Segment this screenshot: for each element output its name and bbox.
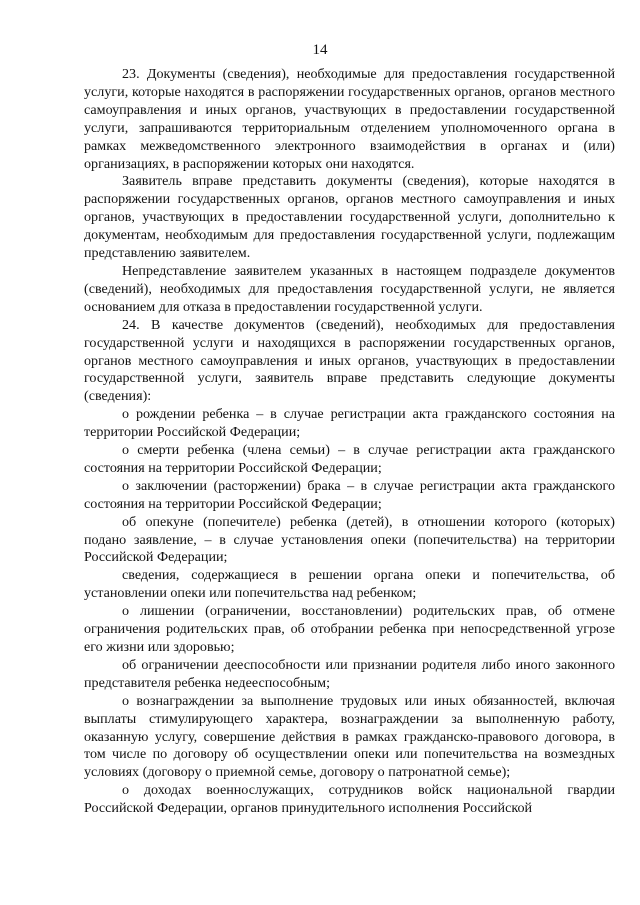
paragraph-24-documents: 24. В качестве документов (сведений), необходимых для предоставления государственной услуги и находящихся в распоряжении государственных органов, органов местного самоуправления и иных органов, участвующих в предоставлении государственной услуги, заявитель вправе представить следующие документы (сведения): (84, 316, 615, 405)
paragraph-23-documents: 23. Документы (сведения), необходимые для предоставления государственной услуги, которые находятся в распоряжении государственных органов, органов местного самоуправления и иных органов, участвующих в предоставлении государственной услуги, запрашиваются территориальным отделением уполномоченного органа в рамках межведомственного электронного взаимодействия в органах и (или) организациях, в распоряжении которых они находятся. (84, 66, 615, 172)
list-item-military-income: о доходах военнослужащих, сотрудников войск национальной гвардии Российской Федерации, органов принудительного исполнения Российской (84, 782, 615, 817)
list-item-guardianship-decision: сведения, содержащиеся в решении органа опеки и попечительства, об установлении опеки или попечительства над ребенком; (84, 567, 615, 602)
list-item-parental-rights: о лишении (ограничении, восстановлении) родительских прав, об отмене ограничения родительских прав, об отобрании ребенка при непосредственной угрозе его жизни или здоровью; (84, 603, 615, 655)
list-item-death: о смерти ребенка (члена семьи) – в случае регистрации акта гражданского состояния на территории Российской Федерации; (84, 442, 615, 476)
paragraph-non-submission: Непредставление заявителем указанных в настоящем подразделе документов (сведений), необходимых для предоставления государственной услуги, не является основанием для отказа в предоставлении государственной услуги. (84, 262, 615, 315)
list-item-birth: о рождении ребенка – в случае регистрации акта гражданского состояния на территории Российской Федерации; (84, 406, 615, 441)
page-number: 14 (312, 42, 328, 58)
paragraph-applicant-right: Заявитель вправе представить документы (сведения), которые находятся в распоряжении государственных органов, органов местного самоуправления и иных органов, участвующих в предоставлении государственной услуги, дополнительно к документам, необходимым для предоставления государственной услуги, подлежащим представлению заявителем. (84, 173, 615, 262)
list-item-guardian: об опекуне (попечителе) ребенка (детей), в отношении которого (которых) подано заявление, – в случае установления опеки (попечительства) на территории Российской Федерации; (84, 513, 615, 566)
list-item-incapacity: об ограничении дееспособности или признании родителя либо иного законного представителя ребенка недееспособным; (84, 656, 615, 691)
list-item-remuneration: о вознаграждении за выполнение трудовых или иных обязанностей, включая выплаты стимулирующего характера, вознаграждении за выполненную работу, оказанную услугу, совершение действия в рамках гражданско-правового договора, в том числе по договору об осуществлении опеки или попечительства на возмездных условиях (договору о приемной семье, договору о патронатной семье); (84, 692, 615, 781)
list-item-marriage: о заключении (расторжении) брака – в случае регистрации акта гражданского состояния на территории Российской Федерации; (84, 477, 615, 512)
document-body (84, 66, 615, 818)
